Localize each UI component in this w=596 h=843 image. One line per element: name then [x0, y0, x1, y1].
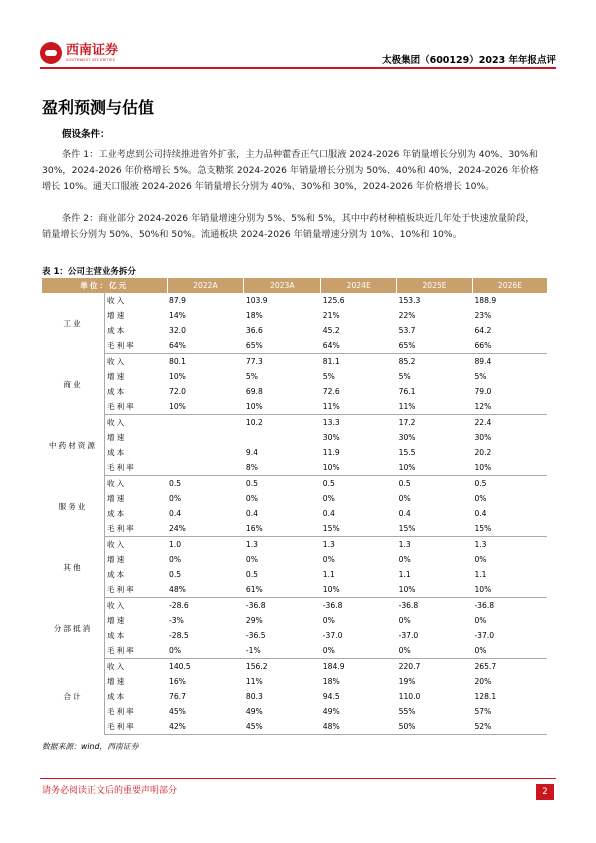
year-header: 2026E: [472, 278, 547, 293]
value-cell: 49%: [322, 707, 340, 716]
value-cell: 45%: [169, 707, 186, 716]
data-source: 数据来源：wind，西南证券: [42, 742, 139, 751]
value-cell: 15.5: [398, 448, 416, 457]
value-cell: 0%: [245, 555, 258, 564]
value-cell: 15%: [472, 521, 547, 537]
value-cell: -37.0: [474, 631, 495, 640]
metric-label: 增速: [107, 433, 127, 442]
segment-name: 分部抵消: [42, 598, 105, 659]
value-cell: 20%: [474, 677, 492, 686]
value-cell: 72.6: [322, 387, 340, 396]
company-logo: [40, 42, 118, 64]
metric-label: 成本: [107, 387, 127, 396]
table-row: [42, 338, 547, 354]
metric-label: 成本: [107, 448, 127, 457]
value-cell: 15%: [321, 521, 397, 537]
table-row: [42, 445, 547, 460]
value-cell: 10%: [397, 460, 473, 476]
value-cell: 1.1: [474, 570, 487, 579]
segment-name: 服务业: [42, 476, 105, 537]
value-cell: 64.2: [474, 326, 492, 335]
value-cell: 0.5: [398, 479, 411, 488]
metric-label: 成本: [107, 509, 127, 518]
value-cell: 19%: [398, 677, 416, 686]
value-cell: 0%: [474, 494, 487, 503]
logo-chinese-text: 西南证券: [66, 42, 119, 58]
metric-label: 收入: [107, 296, 127, 305]
metric-label: 毛利率: [105, 460, 168, 476]
value-cell: 16%: [169, 677, 186, 686]
value-cell: 17.2: [398, 418, 416, 427]
value-cell: -36.8: [474, 601, 495, 610]
value-cell: 10%: [472, 582, 547, 598]
value-cell: 72.0: [169, 387, 186, 396]
value-cell: 48%: [321, 719, 397, 735]
table-row: [42, 719, 547, 735]
metric-label: 收入: [107, 479, 127, 488]
value-cell: 5%: [245, 372, 258, 381]
value-cell: [244, 430, 321, 445]
value-cell: -28.6: [169, 601, 189, 610]
table-caption: 表 1：公司主营业务拆分: [42, 267, 136, 277]
value-cell: 64%: [167, 338, 244, 354]
value-cell: 5%: [474, 372, 487, 381]
metric-label: 成本: [107, 631, 127, 640]
value-cell: 14%: [169, 311, 186, 320]
metric-label: 毛利率: [105, 643, 168, 659]
value-cell: 140.5: [169, 662, 191, 671]
assumptions-heading: 假设条件：: [62, 129, 110, 140]
value-cell: 22.4: [474, 418, 492, 427]
table-row: [42, 628, 547, 643]
value-cell: 10%: [169, 372, 186, 381]
page-number: 2: [536, 784, 554, 800]
value-cell: 12%: [472, 399, 547, 415]
report-title: 太极集团（600129）2023 年年报点评: [382, 55, 556, 66]
metric-label: 收入: [107, 662, 127, 671]
value-cell: 0.5: [169, 479, 182, 488]
metric-label: 增速: [107, 311, 127, 320]
value-cell: 94.5: [322, 692, 340, 701]
value-cell: 81.1: [322, 357, 340, 366]
logo-mark-icon: [40, 42, 62, 64]
value-cell: -1%: [244, 643, 321, 659]
value-cell: 0.5: [169, 570, 182, 579]
year-header: 2024E: [321, 278, 397, 293]
value-cell: 76.1: [398, 387, 416, 396]
assumption-paragraph-2: 条件 2：商业部分 2024-2026 年销量增速分别为 5%、5%和 5%，其中中药材种植板块近几年处于快速放量阶段，销量增长分别为 50%、50%和 50%。流通板块 2024-2026 年销量增速分别为 10%、10%和 10%。: [42, 213, 535, 240]
value-cell: 10%: [321, 582, 397, 598]
table-row: [42, 491, 547, 506]
table-row: [42, 521, 547, 537]
value-cell: 1.3: [398, 540, 411, 549]
value-cell: 0%: [321, 643, 397, 659]
value-cell: 85.2: [398, 357, 416, 366]
value-cell: 0%: [398, 494, 411, 503]
value-cell: 55%: [398, 707, 416, 716]
value-cell: 48%: [167, 582, 244, 598]
table-row: [42, 293, 547, 308]
value-cell: 220.7: [398, 662, 421, 671]
metric-label: 收入: [107, 357, 127, 366]
value-cell: 1.3: [245, 540, 258, 549]
value-cell: 0%: [474, 555, 487, 564]
table-row: [42, 689, 547, 704]
table-row: [42, 415, 547, 431]
value-cell: 0.5: [245, 479, 258, 488]
value-cell: 128.1: [474, 692, 497, 701]
table-row: [42, 460, 547, 476]
value-cell: 29%: [245, 616, 263, 625]
value-cell: 22%: [398, 311, 416, 320]
value-cell: 184.9: [322, 662, 345, 671]
value-cell: 0%: [322, 616, 335, 625]
table-row: [42, 354, 547, 370]
metric-label: 增速: [107, 616, 127, 625]
value-cell: 0.5: [322, 479, 335, 488]
value-cell: 10%: [472, 460, 547, 476]
value-cell: 45%: [244, 719, 321, 735]
value-cell: 15%: [397, 521, 473, 537]
value-cell: 36.6: [245, 326, 263, 335]
value-cell: 80.3: [245, 692, 263, 701]
value-cell: 0.4: [474, 509, 487, 518]
table-row: [42, 384, 547, 399]
value-cell: 110.0: [398, 692, 421, 701]
value-cell: 5%: [398, 372, 411, 381]
table-row: [42, 399, 547, 415]
value-cell: 13.3: [322, 418, 340, 427]
segment-name: 合计: [42, 659, 105, 735]
value-cell: 1.3: [474, 540, 487, 549]
value-cell: 11%: [321, 399, 397, 415]
section-title: 盈利预测与估值: [42, 98, 155, 117]
value-cell: 0.5: [245, 570, 258, 579]
value-cell: 10%: [321, 460, 397, 476]
segment-name: 其他: [42, 537, 105, 598]
value-cell: 10%: [167, 399, 244, 415]
value-cell: 11%: [245, 677, 263, 686]
value-cell: 11%: [397, 399, 473, 415]
table-row: [42, 369, 547, 384]
value-cell: 188.9: [474, 296, 497, 305]
table-row: [42, 613, 547, 628]
table-row: [42, 598, 547, 614]
metric-label: 毛利率: [105, 582, 168, 598]
metric-label: 收入: [107, 418, 127, 427]
value-cell: 18%: [322, 677, 340, 686]
year-header: 2023A: [244, 278, 321, 293]
value-cell: 9.4: [245, 448, 258, 457]
table-row: [42, 659, 547, 675]
metric-label: 增速: [107, 372, 127, 381]
table-body: [42, 293, 547, 735]
table-row: [42, 674, 547, 689]
revenue-breakdown-table: [42, 278, 547, 735]
value-cell: 65%: [397, 338, 473, 354]
metric-label: 收入: [107, 540, 127, 549]
table-row: [42, 704, 547, 719]
value-cell: 49%: [245, 707, 263, 716]
value-cell: 45.2: [322, 326, 340, 335]
metric-label: 成本: [107, 692, 127, 701]
value-cell: 65%: [244, 338, 321, 354]
value-cell: 69.8: [245, 387, 263, 396]
metric-label: 增速: [107, 555, 127, 564]
value-cell: 103.9: [245, 296, 268, 305]
value-cell: 0%: [167, 643, 244, 659]
value-cell: 10.2: [245, 418, 263, 427]
value-cell: 77.3: [245, 357, 263, 366]
table-row: [42, 308, 547, 323]
footer-disclaimer: 请务必阅读正文后的重要声明部分: [42, 786, 178, 796]
metric-label: 收入: [107, 601, 127, 610]
table-row: [42, 430, 547, 445]
value-cell: 0.4: [322, 509, 335, 518]
value-cell: 0%: [398, 555, 411, 564]
value-cell: [167, 445, 244, 460]
value-cell: 5%: [322, 372, 335, 381]
value-cell: 10%: [397, 582, 473, 598]
value-cell: -37.0: [398, 631, 419, 640]
value-cell: 24%: [167, 521, 244, 537]
table-row: [42, 582, 547, 598]
metric-label: 增速: [107, 677, 127, 686]
value-cell: -36.8: [322, 601, 343, 610]
table-row: [42, 552, 547, 567]
metric-label: 毛利率: [107, 707, 136, 716]
value-cell: 1.3: [322, 540, 335, 549]
value-cell: 265.7: [474, 662, 497, 671]
value-cell: 76.7: [169, 692, 186, 701]
value-cell: 1.1: [322, 570, 335, 579]
value-cell: 0%: [474, 616, 487, 625]
value-cell: [167, 415, 244, 431]
value-cell: -37.0: [322, 631, 343, 640]
table-row: [42, 323, 547, 338]
value-cell: 0.4: [245, 509, 258, 518]
value-cell: 87.9: [169, 296, 186, 305]
value-cell: 0%: [398, 616, 411, 625]
value-cell: 125.6: [322, 296, 345, 305]
table-row: [42, 506, 547, 521]
value-cell: 57%: [474, 707, 492, 716]
value-cell: -36.8: [398, 601, 419, 610]
value-cell: -3%: [169, 616, 184, 625]
value-cell: 16%: [244, 521, 321, 537]
value-cell: 0%: [397, 643, 473, 659]
header-divider: [40, 67, 556, 69]
value-cell: 23%: [474, 311, 492, 320]
value-cell: 30%: [322, 433, 340, 442]
value-cell: 156.2: [245, 662, 268, 671]
metric-label: 毛利率: [105, 338, 168, 354]
metric-label: 毛利率: [105, 719, 168, 735]
metric-label: 增速: [107, 494, 127, 503]
segment-name: 工业: [42, 293, 105, 354]
value-cell: 80.1: [169, 357, 186, 366]
value-cell: 1.1: [398, 570, 411, 579]
assumption-paragraph-1: 条件 1：工业考虑到公司持续推进省外扩张，主力品种藿香正气口服液 2024-2026 年销量增长分别为 40%、30%和 30%，2024-2026 年价格增长 5%。急支糖浆 2024-2026 年销量增长分别为 50%、40%和 40%，2024-2026 年价格增长 10%。通天口服液 2024-2026 年销量增长分别为 40%、30%和 30%，2024-2026 年价格增长 10%。: [42, 149, 539, 192]
table-header-row: [42, 278, 547, 293]
value-cell: 89.4: [474, 357, 492, 366]
value-cell: 20.2: [474, 448, 492, 457]
value-cell: 0%: [245, 494, 258, 503]
value-cell: 0%: [322, 555, 335, 564]
value-cell: 79.0: [474, 387, 492, 396]
value-cell: 50%: [397, 719, 473, 735]
value-cell: -28.5: [169, 631, 189, 640]
value-cell: 32.0: [169, 326, 186, 335]
metric-label: 成本: [107, 570, 127, 579]
unit-header: 单位：亿元: [42, 278, 167, 293]
value-cell: 0%: [322, 494, 335, 503]
value-cell: 52%: [472, 719, 547, 735]
metric-label: 毛利率: [105, 521, 168, 537]
table-row: [42, 537, 547, 553]
value-cell: 18%: [245, 311, 263, 320]
value-cell: 0.4: [169, 509, 182, 518]
value-cell: 0.4: [398, 509, 411, 518]
year-header: 2022A: [167, 278, 244, 293]
value-cell: 66%: [472, 338, 547, 354]
value-cell: 8%: [244, 460, 321, 476]
segment-name: 商业: [42, 354, 105, 415]
value-cell: 61%: [244, 582, 321, 598]
value-cell: -36.8: [245, 601, 266, 610]
table-row: [42, 476, 547, 492]
value-cell: 64%: [321, 338, 397, 354]
metric-label: 毛利率: [105, 399, 168, 415]
segment-name: 中药材资源: [42, 415, 105, 476]
value-cell: 30%: [398, 433, 416, 442]
value-cell: 0%: [472, 643, 547, 659]
metric-label: 成本: [107, 326, 127, 335]
table-row: [42, 567, 547, 582]
value-cell: [167, 430, 244, 445]
table-row: [42, 643, 547, 659]
value-cell: 10%: [244, 399, 321, 415]
value-cell: 53.7: [398, 326, 416, 335]
value-cell: 21%: [322, 311, 340, 320]
year-header: 2025E: [397, 278, 473, 293]
value-cell: 0.5: [474, 479, 487, 488]
value-cell: [167, 460, 244, 476]
value-cell: 42%: [167, 719, 244, 735]
logo-english-text: SOUTHWEST SECURITIES: [66, 57, 116, 62]
value-cell: 1.0: [169, 540, 182, 549]
value-cell: 11.9: [322, 448, 340, 457]
value-cell: 30%: [474, 433, 492, 442]
value-cell: -36.5: [245, 631, 266, 640]
footer-divider: [40, 778, 556, 779]
value-cell: 153.3: [398, 296, 421, 305]
value-cell: 0%: [169, 494, 182, 503]
value-cell: 0%: [169, 555, 182, 564]
